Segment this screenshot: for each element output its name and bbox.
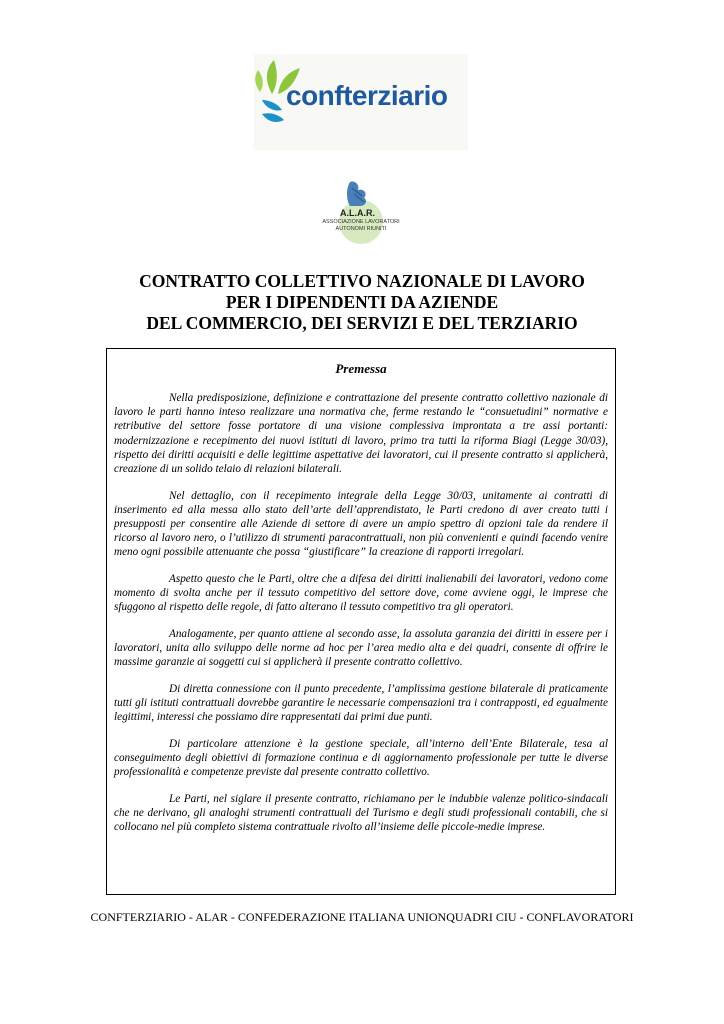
alar-logo (318, 178, 404, 246)
paragraph: Nel dettaglio, con il recepimento integrale della Legge 30/03, unitamente ai contratti di inserimento ed alla messa allo stato dell’arte dell’apprendistato, le Parti credono di aver creato tutti i presupposti per consentire alle Aziende di settore di avere un ampio spettro di opzioni tale da rendere il ricorso al lavoro nero, o l’utilizzo di strumenti paracontrattuali, non più convenienti e quindi facendo venire meno ogni possibile attenuante che possa “giustificare” la creazione di rapporti irregolari. (114, 489, 608, 559)
premessa-box (106, 348, 616, 895)
premessa-text (114, 391, 608, 847)
alar-subtitle-line: ASSOCIAZIONE LAVORATORI (322, 219, 400, 225)
confterziario-wordmark: confterziario (286, 80, 448, 111)
title-line: DEL COMMERCIO, DEI SERVIZI E DEL TERZIARIO (146, 313, 578, 333)
paragraph: Di particolare attenzione è la gestione speciale, all’interno dell’Ente Bilaterale, tesa al conseguimento degli obiettivi di formazione continua e di aggiornamento professionale per tutte le diverse professionalità e competenze previste dal presente contratto collettivo. (114, 738, 608, 779)
paragraph: Analogamente, per quanto attiene al secondo asse, la assoluta garanzia dei diritti in essere per i lavoratori, unita allo sviluppo delle norme ad hoc per l’area medio alta e dei quadri, consente di offrire le massime garanzie ai soggetti cui si applicherà il presente contratto collettivo. (114, 628, 608, 669)
premessa-heading: Premessa (335, 361, 387, 376)
alar-subtitle (318, 219, 404, 233)
document-title (60, 271, 664, 334)
paragraph: Le Parti, nel siglare il presente contratto, richiamano per le indubbie valenze politico-sindacali che ne derivano, gli analoghi strumenti contrattuali del Turismo e degli studi professionali contabili, che si collocano nel più completo sistema contrattuale rivolto all’insieme delle piccole-medie imprese. (114, 793, 608, 834)
paragraph: Aspetto questo che le Parti, oltre che a difesa dei diritti inalienabili dei lavoratori, vedono come momento di svolta anche per il tessuto competitivo del settore dove, come avviene oggi, le imprese che sfuggono al rispetto delle regole, di fatto alterano il tessuto competitivo tra gli operatori. (114, 573, 608, 614)
confterziario-logo (254, 54, 468, 150)
alar-name: A.L.A.R. (340, 208, 375, 218)
page-footer: CONFTERZIARIO - ALAR - CONFEDERAZIONE ITALIANA UNIONQUADRI CIU - CONFLAVORATORI (90, 910, 634, 924)
paragraph: Nella predisposizione, definizione e contrattazione del presente contratto collettivo nazionale di lavoro le parti hanno inteso realizzare una normativa che, ferme restando le “consuetudini” normative e retributive del settore fosse portatore di una visione complessiva improntata a tre assi portanti: modernizzazione e recepimento dei nuovi istituti di lavoro, primo tra tutti la riforma Biagi (Legge 30/03), rispetto dei diritti acquisiti e delle legittime aspettative dei lavoratori, cui il presente contratto si applicherà, creazione di un solido telaio di relazioni bilaterali. (114, 392, 608, 476)
paragraph: Di diretta connessione con il punto precedente, l’amplissima gestione bilaterale di praticamente tutti gli istituti contrattuali dovrebbe garantire le necessarie compensazioni tra i contrapposti, ed egualmente legittimi, interessi che possiamo dire rappresentati dai primi due punti. (114, 683, 608, 724)
alar-subtitle-line: AUTONOMI RIUNITI (335, 226, 387, 232)
title-line: CONTRATTO COLLETTIVO NAZIONALE DI LAVORO (139, 271, 585, 291)
title-line: PER I DIPENDENTI DA AZIENDE (225, 292, 499, 312)
